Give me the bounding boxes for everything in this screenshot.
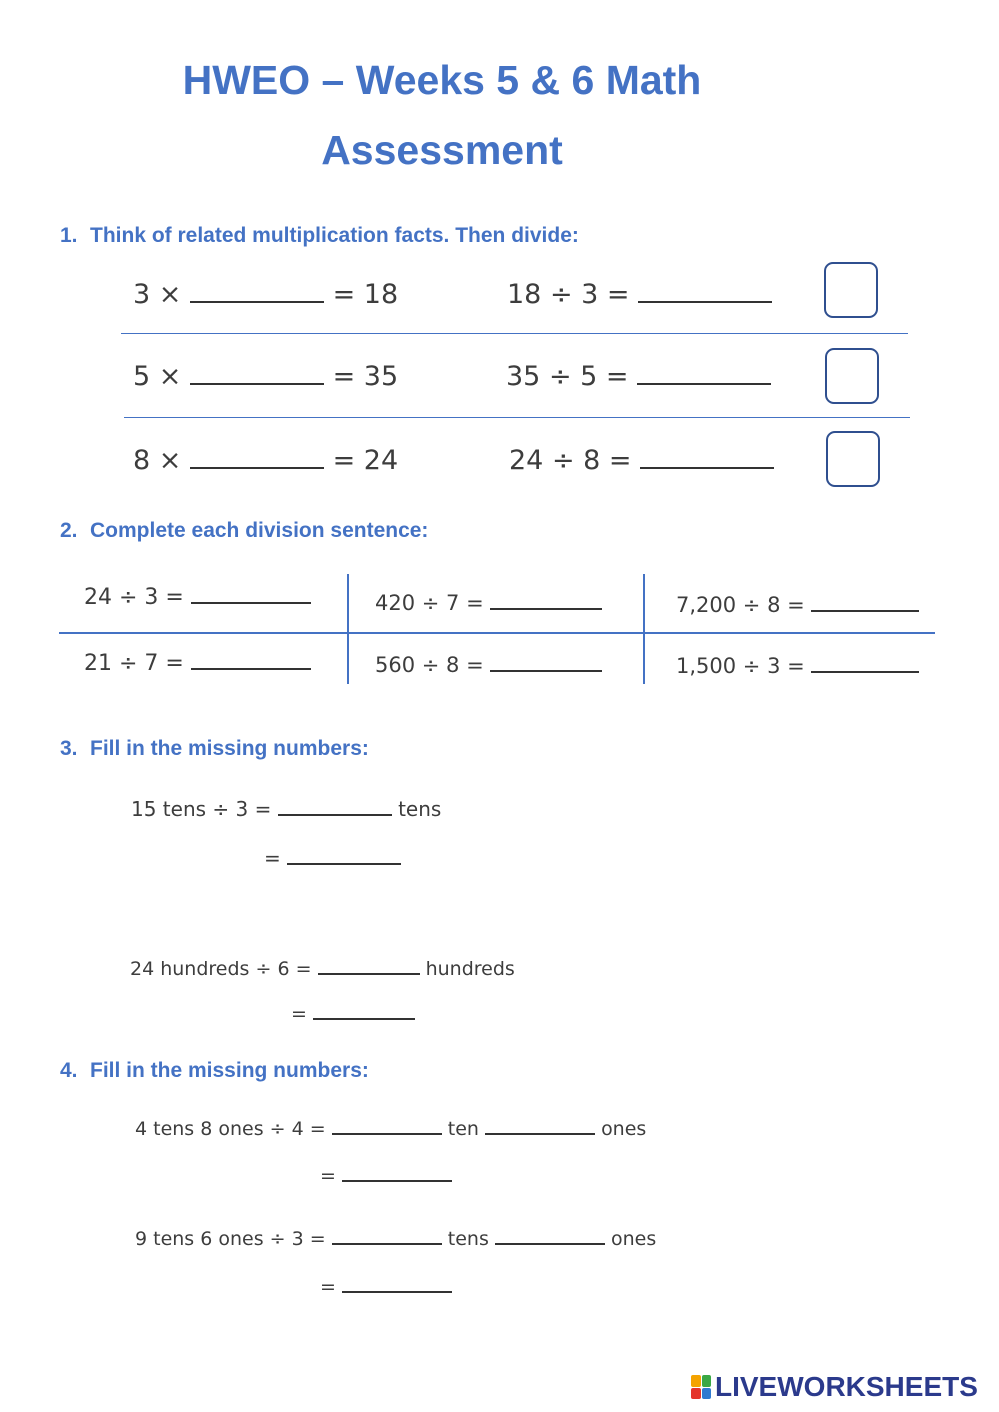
s1-row3-div <box>509 447 774 474</box>
s2-cell-5-text: 560 ÷ 8 = <box>375 653 484 677</box>
s1-row3-mult-blank[interactable] <box>190 466 324 469</box>
s4-problem1-line2 <box>320 1167 452 1186</box>
s1-row2-mult-left: 5 × <box>133 361 182 392</box>
s4-problem2-blank2[interactable] <box>495 1242 605 1245</box>
s3-problem2-unit: hundreds <box>425 958 515 980</box>
s2-row-divider <box>59 632 935 634</box>
section2-number: 2. <box>60 519 78 542</box>
s2-cell-2 <box>375 593 602 614</box>
s2-cell-4-text: 21 ÷ 7 = <box>84 651 184 676</box>
s3-problem2-left: 24 hundreds ÷ 6 = <box>130 958 312 980</box>
section1-number: 1. <box>60 224 78 247</box>
s1-row1-div-blank[interactable] <box>638 300 772 303</box>
s1-divider-2 <box>124 417 910 418</box>
section1-heading-text: Think of related multiplication facts. Then divide: <box>90 224 579 247</box>
s1-row3-mult <box>133 447 398 474</box>
s4-problem2-line1 <box>135 1230 656 1249</box>
s4-problem1-blank1[interactable] <box>332 1132 442 1135</box>
s2-cell-2-blank[interactable] <box>490 607 602 610</box>
s2-cell-6-blank[interactable] <box>811 670 919 673</box>
section3-heading-text: Fill in the missing numbers: <box>90 737 369 760</box>
s3-problem1-line1 <box>131 799 441 819</box>
s4-problem2-eq2: = <box>320 1276 336 1298</box>
s1-row2-mult-right: = 35 <box>332 361 399 392</box>
section3-number: 3. <box>60 737 78 760</box>
s3-problem2-blank1[interactable] <box>318 972 420 975</box>
s2-cell-4-blank[interactable] <box>191 667 311 670</box>
s1-row3-div-left: 24 ÷ 8 = <box>509 445 632 476</box>
s3-problem1-line2 <box>264 848 401 868</box>
logo-icon-tile-3 <box>691 1388 701 1400</box>
s2-cell-1-blank[interactable] <box>191 601 311 604</box>
s1-row1-mult-right: = 18 <box>332 279 399 310</box>
s2-cell-6 <box>676 656 919 677</box>
s1-row1-div <box>507 281 772 308</box>
s2-cell-2-text: 420 ÷ 7 = <box>375 591 484 615</box>
s1-row1-div-left: 18 ÷ 3 = <box>507 279 630 310</box>
s3-problem1-unit: tens <box>398 797 442 821</box>
s4-problem2-blank3[interactable] <box>342 1290 452 1293</box>
s2-col-divider-2 <box>643 574 645 684</box>
section4-heading <box>60 1059 369 1083</box>
s4-problem2-left: 9 tens 6 ones ÷ 3 = <box>135 1228 326 1250</box>
section4-number: 4. <box>60 1059 78 1082</box>
s2-cell-1-text: 24 ÷ 3 = <box>84 585 184 610</box>
s1-row1-mult-blank[interactable] <box>190 300 324 303</box>
section3-heading <box>60 737 369 761</box>
s1-row2-mult <box>133 363 398 390</box>
logo-icon-tile-1 <box>691 1375 701 1387</box>
s1-row2-div <box>506 363 771 390</box>
s3-problem2-blank2[interactable] <box>313 1017 415 1020</box>
s2-cell-5 <box>375 655 602 676</box>
s1-row2-div-left: 35 ÷ 5 = <box>506 361 629 392</box>
s1-row3-mult-left: 8 × <box>133 445 182 476</box>
s3-problem1-left: 15 tens ÷ 3 = <box>131 797 272 821</box>
s1-row3-div-blank[interactable] <box>640 466 774 469</box>
s1-row2-answer-box[interactable] <box>825 348 879 404</box>
section2-heading <box>60 519 428 543</box>
s3-problem2-line2 <box>291 1005 415 1024</box>
liveworksheets-logo-icon <box>691 1375 711 1399</box>
s2-cell-5-blank[interactable] <box>490 669 602 672</box>
s4-problem2-unit1: tens <box>447 1228 489 1250</box>
s2-cell-3-blank[interactable] <box>811 609 919 612</box>
s1-row1-mult-left: 3 × <box>133 279 182 310</box>
s4-problem1-blank3[interactable] <box>342 1179 452 1182</box>
s3-problem2-eq2: = <box>291 1003 307 1025</box>
s4-problem1-blank2[interactable] <box>485 1132 595 1135</box>
logo-icon-tile-4 <box>702 1388 712 1400</box>
page-title-line2: Assessment <box>321 127 563 173</box>
liveworksheets-logo-text: LIVEWORKSHEETS <box>715 1371 978 1402</box>
s3-problem1-blank2[interactable] <box>287 862 401 865</box>
s3-problem2-line1 <box>130 960 515 979</box>
s1-row2-mult-blank[interactable] <box>190 382 324 385</box>
section4-heading-text: Fill in the missing numbers: <box>90 1059 369 1082</box>
s4-problem1-unit2: ones <box>601 1118 647 1140</box>
s1-row1-mult <box>133 281 398 308</box>
s2-cell-3 <box>676 595 919 616</box>
s4-problem1-line1 <box>135 1120 646 1139</box>
page-title-line1: HWEO – Weeks 5 & 6 Math <box>182 57 702 103</box>
s1-row3-answer-box[interactable] <box>826 431 880 487</box>
s2-cell-4 <box>84 653 311 675</box>
liveworksheets-logo[interactable] <box>691 1371 978 1402</box>
s2-cell-1 <box>84 587 311 609</box>
logo-icon-tile-2 <box>702 1375 712 1387</box>
s2-cell-6-text: 1,500 ÷ 3 = <box>676 654 805 678</box>
s4-problem2-unit2: ones <box>610 1228 657 1250</box>
section1-heading <box>60 224 579 248</box>
s1-row1-answer-box[interactable] <box>824 262 878 318</box>
section2-heading-text: Complete each division sentence: <box>90 519 429 542</box>
s3-problem1-eq2: = <box>264 846 281 870</box>
s2-cell-3-text: 7,200 ÷ 8 = <box>676 593 805 617</box>
s1-row3-mult-right: = 24 <box>332 445 399 476</box>
s4-problem1-eq2: = <box>320 1165 336 1187</box>
s3-problem1-blank1[interactable] <box>278 813 392 816</box>
s4-problem1-left: 4 tens 8 ones ÷ 4 = <box>135 1118 326 1140</box>
s1-divider-1 <box>121 333 908 334</box>
s2-col-divider-1 <box>347 574 349 684</box>
s4-problem1-unit1: ten <box>447 1118 479 1140</box>
s1-row2-div-blank[interactable] <box>637 382 771 385</box>
s4-problem2-line2 <box>320 1278 452 1297</box>
s4-problem2-blank1[interactable] <box>332 1242 442 1245</box>
